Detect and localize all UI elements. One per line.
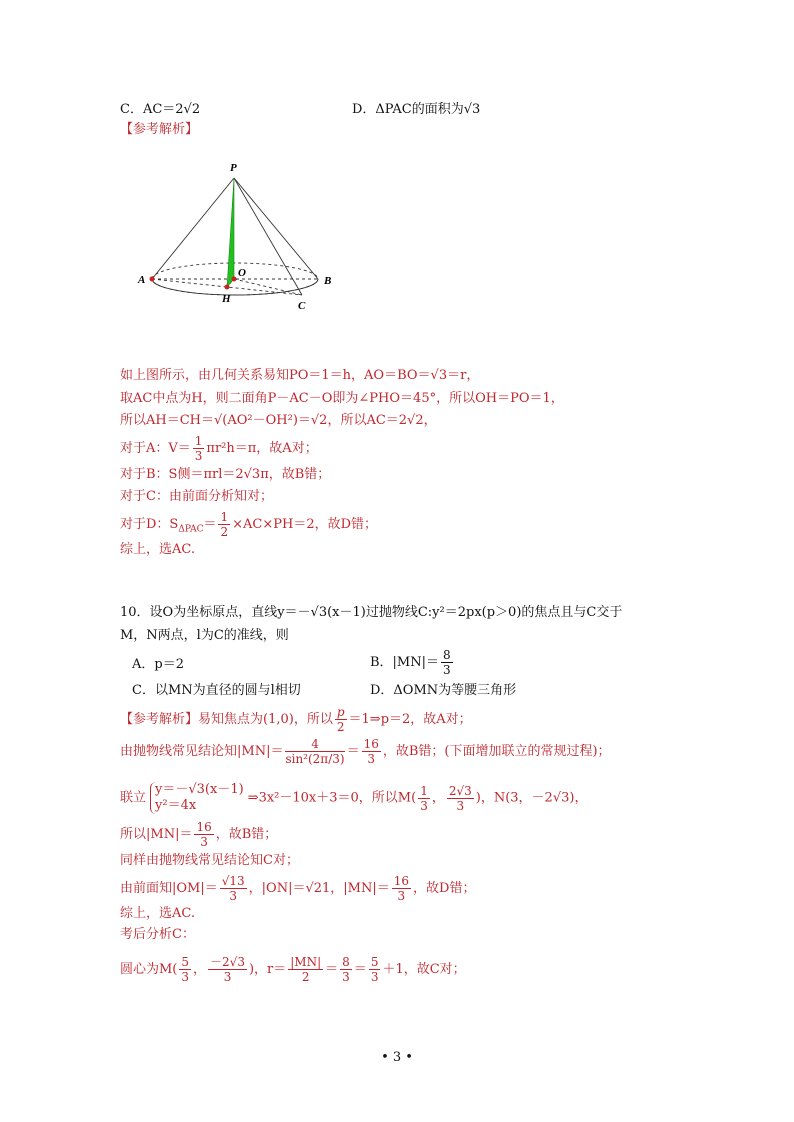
- sol9-line-7-a: 对于D：S: [120, 517, 179, 532]
- denominator: 3: [367, 752, 376, 766]
- point-a: [150, 277, 155, 282]
- fraction: [179, 955, 191, 984]
- denominator: sin²(2π/3): [285, 752, 345, 766]
- label-h: H: [222, 293, 231, 305]
- numerator: 5: [370, 955, 379, 969]
- denominator: 2: [220, 525, 229, 539]
- fraction: [193, 434, 205, 463]
- q10-option-b-text: B．|MN|＝: [370, 655, 439, 670]
- sol10-line-9-d: ＝: [325, 962, 339, 977]
- denominator: 3: [420, 798, 428, 813]
- fraction: [208, 955, 247, 984]
- fraction: [340, 955, 352, 984]
- numerator: －2√3: [210, 955, 245, 969]
- sol9-line-6: 对于C：由前面分析知对；: [120, 489, 273, 504]
- sol9-line-4: [120, 434, 318, 463]
- fraction: [369, 955, 381, 984]
- option-d-prev: D．ΔPAC的面积为√3: [352, 102, 481, 117]
- numerator: 1: [194, 434, 203, 448]
- denominator: 3: [223, 970, 232, 984]
- denominator: 3: [194, 449, 203, 463]
- label-o: O: [238, 267, 246, 279]
- sol9-line-8: 综上，选AC.: [120, 542, 196, 557]
- denominator: 2: [301, 970, 310, 984]
- label-p: P: [230, 162, 237, 174]
- numerator: |MN|: [290, 955, 322, 969]
- equation-system: [150, 782, 244, 814]
- subscript: ΔPAC: [178, 524, 204, 535]
- sol10-line-5: 同样由抛物线常见结论知C对；: [120, 853, 299, 868]
- sol10-line-1: [120, 705, 472, 734]
- q10-stem-line-2: M，N两点，l为C的准线，则: [120, 628, 289, 643]
- q10-option-c: C．以MN为直径的圆与l相切: [132, 683, 301, 698]
- sol10-line-3-b: ⇒3x²－10x＋3＝0，所以M(: [247, 790, 417, 806]
- sol9-line-5: 对于B：S侧＝πrl＝2√3π，故B错；: [120, 467, 331, 482]
- reference-solution-header: 【参考解析】: [120, 712, 199, 727]
- q10-stem-line-1: 10．设O为坐标原点，直线y＝－√3(x－1)过抛物线C:y²＝2px(p＞0)的焦点且与C交于: [120, 605, 623, 620]
- label-a: A: [138, 274, 146, 286]
- point-h: [225, 285, 230, 290]
- fraction: [335, 705, 347, 734]
- sol10-line-9-b: ，: [193, 962, 207, 977]
- q10-option-a: A．p＝2: [132, 657, 184, 672]
- sol10-line-4-b: ，故B错；: [215, 827, 278, 842]
- sol10-line-9-c: )，r＝: [248, 962, 287, 977]
- sol10-line-2-b: ＝: [346, 744, 360, 759]
- sol10-line-3-a: 联立: [120, 790, 147, 806]
- fraction: [418, 784, 430, 813]
- sol10-line-9-e: ＝: [353, 962, 367, 977]
- sol9-line-7-c: ×AC×PH＝2，故D错；: [232, 517, 378, 532]
- sol9-line-7: [120, 510, 377, 539]
- sol10-line-6-c: ，故D错；: [413, 881, 476, 896]
- sol10-line-2-a: 由抛物线常见结论知|MN|＝: [120, 744, 284, 759]
- sol9-line-3: 所以AH＝CH＝√(AO²－OH²)＝√2，所以AC＝2√2，: [120, 413, 437, 428]
- numerator: √13: [221, 874, 245, 888]
- sol10-line-3-d: )，N(3，－2√3)，: [475, 790, 588, 806]
- numerator: 16: [196, 820, 212, 834]
- numerator: 5: [181, 955, 190, 969]
- generatrix-pb: [234, 178, 318, 279]
- denominator: 3: [397, 889, 406, 903]
- numerator: 16: [393, 874, 410, 888]
- fraction: [441, 648, 453, 677]
- denominator: 3: [181, 970, 190, 984]
- label-b: B: [324, 275, 332, 287]
- sol9-line-1: 如上图所示，由几何关系易知PO＝1＝h，AO＝BO＝√3＝r，: [120, 368, 480, 383]
- sol10-line-4: [120, 820, 277, 849]
- fraction: [220, 874, 247, 903]
- sol10-line-3-c: ，: [431, 790, 445, 806]
- sol10-line-4-a: 所以|MN|＝: [120, 827, 193, 842]
- fraction: [288, 955, 323, 984]
- reference-solution-header: 【参考解析】: [120, 122, 199, 137]
- segment-oc: [234, 279, 302, 295]
- fraction: [285, 737, 344, 766]
- sol10-line-6-a: 由前面知|OM|＝: [120, 881, 218, 896]
- system-eq-2: y²＝4x: [155, 798, 197, 813]
- fraction: [194, 820, 213, 849]
- sol10-line-1-b: ＝1⇒p＝2，故A对；: [348, 712, 472, 727]
- numerator: 1: [220, 510, 229, 524]
- fraction: [218, 510, 230, 539]
- sol10-line-1-a: 易知焦点为(1,0)，所以: [198, 712, 333, 727]
- numerator: p: [336, 705, 345, 719]
- sol10-line-9: [120, 955, 466, 984]
- sol9-line-2: 取AC中点为H，则二面角P－AC－O即为∠PHO＝45°，所以OH＝PO＝1，: [120, 391, 564, 406]
- sol10-line-6-b: ，|ON|＝√21，|MN|＝: [248, 881, 390, 896]
- denominator: 3: [456, 798, 465, 813]
- option-c-prev: C．AC＝2√2: [120, 102, 201, 117]
- cone-figure: [130, 158, 350, 318]
- denominator: 3: [229, 889, 238, 903]
- denominator: 3: [443, 663, 451, 677]
- denominator: 3: [370, 970, 379, 984]
- q10-option-b: [370, 648, 455, 677]
- q10-option-d: D．ΔOMN为等腰三角形: [370, 683, 517, 698]
- numerator: 2√3: [448, 783, 472, 798]
- denominator: 3: [342, 970, 350, 984]
- sol9-line-4-a: 对于A：V＝: [120, 441, 191, 456]
- page-number: • 3 •: [381, 1050, 413, 1065]
- height-triangle: [227, 178, 234, 287]
- sol9-line-4-b: πr²h＝π，故A对；: [206, 441, 318, 456]
- sol9-line-7-b: ＝: [203, 517, 217, 532]
- fraction: [362, 737, 381, 766]
- numerator: 8: [443, 648, 451, 662]
- numerator: 16: [363, 737, 379, 751]
- numerator: 8: [342, 955, 350, 969]
- sol10-line-7: 综上，选AC.: [120, 906, 196, 921]
- fraction: [447, 784, 474, 813]
- numerator: 1: [420, 783, 428, 798]
- sol10-line-3: [120, 782, 587, 814]
- point-o: [232, 277, 237, 282]
- sol10-line-6: [120, 874, 475, 903]
- numerator: 4: [285, 737, 344, 752]
- denominator: 2: [336, 720, 345, 734]
- sol10-line-2: [120, 737, 611, 766]
- denominator: 3: [200, 835, 208, 849]
- sol10-line-2-c: ，故B错；(下面增加联立的常规过程)；: [382, 744, 611, 759]
- generatrix-pa: [152, 178, 234, 279]
- fraction: [392, 874, 411, 903]
- sol10-line-9-a: 圆心为M(: [120, 962, 178, 977]
- system-eq-1: y＝－√3(x－1): [155, 782, 244, 797]
- sol10-line-9-f: ＋1，故C对；: [382, 962, 466, 977]
- label-c: C: [298, 300, 306, 312]
- sol10-line-8: 考后分析C：: [120, 927, 195, 942]
